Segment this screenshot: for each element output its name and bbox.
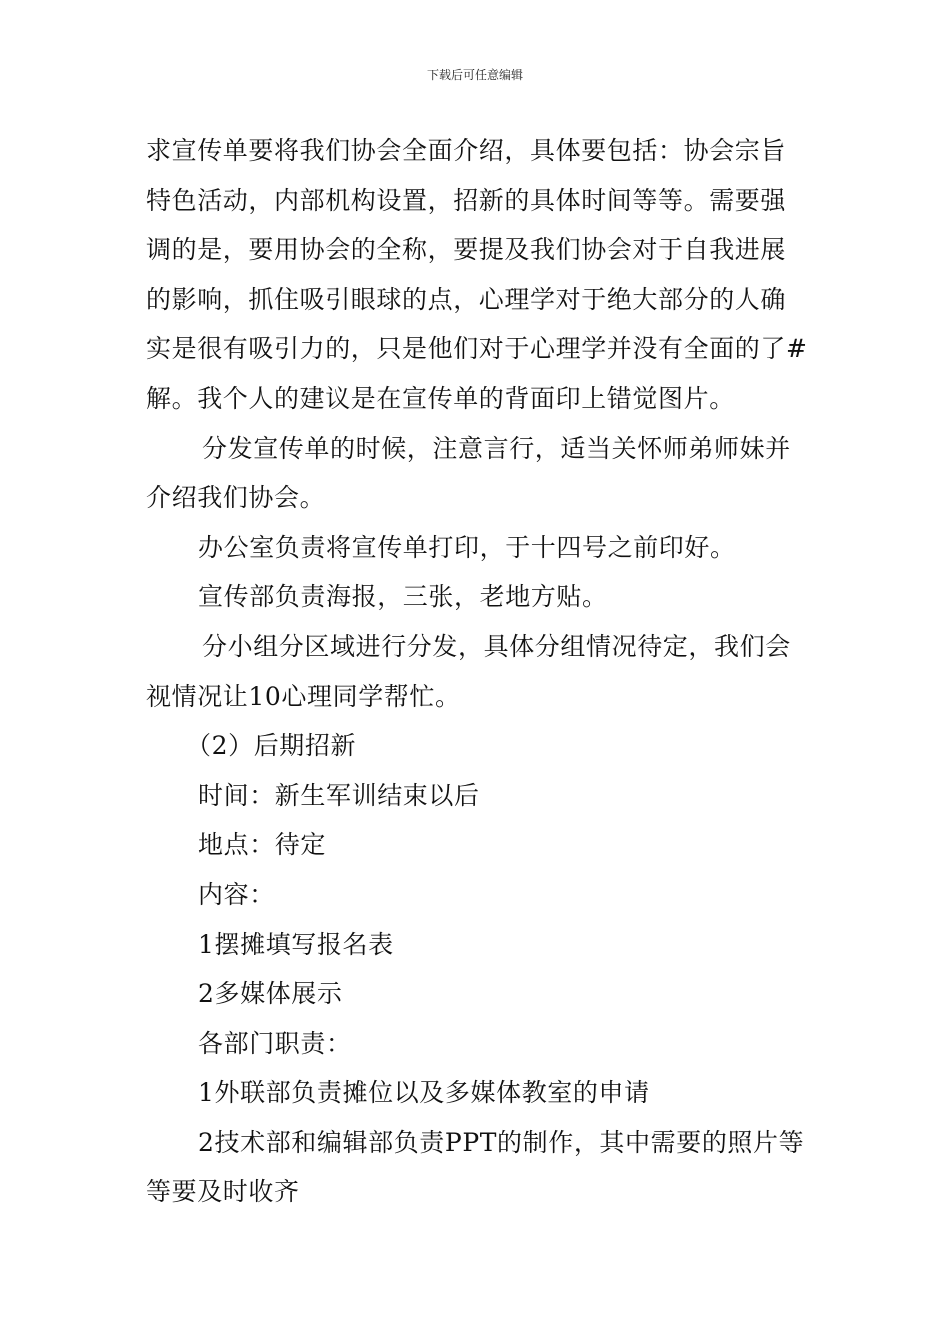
- text-line: 办公室负责将宣传单打印，于十四号之前印好。: [198, 532, 736, 562]
- text-line: 宣传部负责海报，三张，老地方贴。: [198, 582, 608, 612]
- text-line: 特色活动，内部机构设置，招新的具体时间等等。需要强: [146, 185, 787, 215]
- paragraph-group-distribution: [146, 622, 810, 721]
- detail-content-label: [146, 870, 810, 920]
- paragraph-promo-flyer: [146, 126, 810, 424]
- duties-label: [146, 1019, 810, 1069]
- text-line: 2多媒体展示: [198, 979, 343, 1009]
- text-line: 解。我个人的建议是在宣传单的背面印上错觉图片。: [146, 383, 735, 413]
- text-line: 各部门职责：: [198, 1028, 352, 1058]
- text-line: 求宣传单要将我们协会全面介绍，具体要包括：协会宗旨: [146, 136, 787, 165]
- list-item: [146, 969, 810, 1019]
- text-line: 2技术部和编辑部负责PPT的制作，其中需要的照片等: [198, 1127, 805, 1157]
- paragraph-office-duty: [146, 523, 810, 573]
- text-line: （2）后期招新: [186, 731, 357, 761]
- list-item: [146, 1068, 810, 1118]
- text-line: 分小组分区域进行分发，具体分组情况待定，我们会: [202, 631, 791, 661]
- text-line: 1摆摊填写报名表: [198, 929, 394, 959]
- list-item: [146, 920, 810, 970]
- document-body: [146, 126, 810, 1217]
- page-header-note: 下载后可任意编辑: [426, 68, 523, 82]
- text-line: 地点：待定: [198, 830, 327, 860]
- section-heading: [146, 721, 810, 771]
- text-line: 视情况让10心理同学帮忙。: [146, 681, 461, 711]
- text-line: 实是很有吸引力的，只是他们对于心理学并没有全面的了#: [146, 334, 808, 364]
- text-line: 分发宣传单的时候，注意言行，适当关怀师弟师妹并: [202, 433, 791, 463]
- list-item: [146, 1118, 810, 1217]
- detail-time: [146, 771, 810, 821]
- text-line: 内容：: [198, 879, 275, 909]
- text-line: 1外联部负责摊位以及多媒体教室的申请: [198, 1078, 650, 1108]
- text-line: 的影响，抓住吸引眼球的点，心理学对于绝大部分的人确: [146, 284, 787, 314]
- detail-location: [146, 820, 810, 870]
- paragraph-distribution: [146, 424, 810, 523]
- paragraph-publicity-duty: [146, 572, 810, 622]
- text-line: 调的是，要用协会的全称，要提及我们协会对于自我进展: [146, 235, 787, 265]
- text-line: 时间：新生军训结束以后: [198, 780, 480, 810]
- text-line: 等要及时收齐: [146, 1177, 300, 1207]
- text-line: 介绍我们协会。: [146, 483, 326, 513]
